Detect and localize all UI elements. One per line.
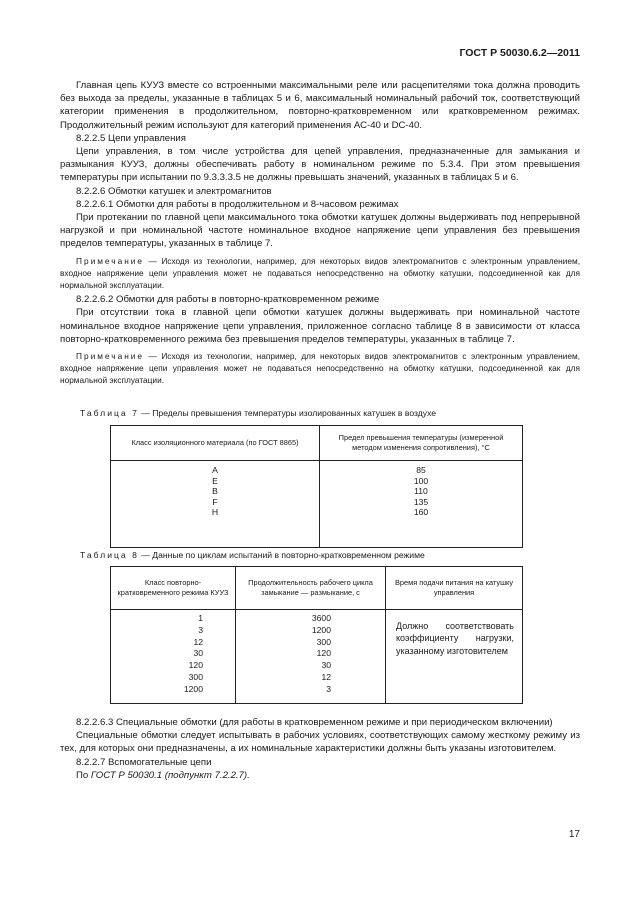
table8-duration-list-value: 1200 [311,624,331,635]
table7-header-row [111,426,523,461]
text-block-bottom [60,716,580,782]
paragraph-control-circuits: Цепи управления, в том числе устройства для цепей управления, предназначенные для замыкания и размыкания КУУЗ, должны обеспечивать работу в номинальном режиме по 5.3.4. При этом превышения температуры при испытании по 9.3.3.3.5 не должны превышать значений, указанных в таблицах 5 и 6. [60,146,580,184]
document-header: ГОСТ Р 50030.6.2—2011 [459,47,580,59]
heading-8-2-2-6-1: 8.2.2.6.1 Обмотки для работы в продолжительном и 8-часовом режимах [76,198,399,210]
table7-class-list-value: F [212,496,218,507]
table8-class-list-value: 3 [198,624,203,635]
note-1 [60,255,580,292]
table7-caption-label: Таблица 7 [80,408,139,418]
note-label: Примечание [76,255,145,266]
table7-limit-list-value: 160 [413,507,429,517]
table8-class-list-value: 120 [188,660,203,671]
table7-class-list-value: H [211,507,219,517]
text-block-top [60,79,580,389]
note-1-text: — Исходя из технологии, например, для некоторых видов электромагнитов с электронным управлением, входное напряжение цепи управления может не подаваться непосредственно на обмотку катушки, подсоединенной как для нормальной эксплуатации. [60,255,580,291]
table7-caption [80,408,436,418]
heading-8-2-2-7: 8.2.2.7 Вспомогательные цепи [76,756,212,768]
heading-8-2-2-6-3: 8.2.2.6.3 Специальные обмотки (для работы в кратковременном режиме и при периодическом включении) [76,717,553,728]
table8-caption-label: Таблица 8 [80,550,139,560]
page-number: 17 [568,829,580,840]
table8-class-list-value: 30 [193,648,203,659]
paragraph-continuous-coils: При протекании по главной цепи максимального тока обмотки катушек должны выдерживать под непрерывной нагрузкой и при номинальной частоте номинальное входное напряжение цепи управления без превышения пределов температуры, указанных в таблице 7. [60,212,580,250]
paragraph-main-circuit: Главная цепь КУУЗ вместе со встроенными максимальными реле или расцепителями тока должна проводить без выхода за пределы, указанные в таблицах 5 и 6, максимальный номинальный рабочий ток, соответствующий категории применения в продолжительном, повторно-кратковременном или кратковременном режимах. Продолжительный режим используют для категорий применения АС-40 и DC-40. [60,80,580,131]
paragraph-special-coils: Специальные обмотки следует испытывать в рабочих условиях, соответствующих самому жесткому режиму из тех, для которых они предназначены, а их номинальные характеристики должны быть указаны изготовителем. [60,730,580,755]
table8-duration-list-value: 300 [316,636,331,647]
table7-class-list-value: B [212,486,218,496]
aux-prefix: По [76,769,91,781]
table8-duration-list-value: 30 [321,660,331,671]
table8-duration-cell [236,610,386,704]
note-label: Примечание [76,351,145,362]
table7-body-row [111,461,523,548]
table8-class-list-value: 12 [193,636,203,647]
table8-class-list-value: 1 [198,613,203,623]
table7-class-list [111,465,319,518]
table8-class-list-value: 1200 [183,683,203,694]
table8-power-time-cell: Должно соответствовать коэффициенту нагрузки, указанному изготовителем [386,610,523,704]
table7-class-list-value: A [212,465,218,475]
table8-duration-list-value: 3 [326,683,331,694]
table7-col-insulation-class: Класс изоляционного материала (по ГОСТ 8865) [111,426,320,461]
table-7 [110,425,523,548]
table7-caption-text: — Пределы превышения температуры изолированных катушек в воздухе [138,408,437,418]
table7-limit-list [320,465,522,518]
paragraph-intermittent-coils: При отсутствии тока в главной цепи обмотки катушек должны выдерживать при номинальной частоте номинальное входное напряжение цепи управления, приложенное согласно таблице 8 в зависимости от класса повторно-кратковременного режима без превышения пределов температуры, указанных в таблице 7. [60,307,580,345]
table8-header-row [111,567,523,610]
table8-class-list [111,613,203,696]
table8-caption [80,550,425,560]
table8-col-power-time: Время подачи питания на катушку управления [386,567,523,610]
table7-limit-list-value: 110 [414,486,428,496]
table8-class-cell [111,610,236,704]
heading-8-2-2-6: 8.2.2.6 Обмотки катушек и электромагнитов [76,185,272,197]
table8-duration-list-value: 12 [321,671,331,682]
table7-class-list-value: E [212,475,218,486]
note-2-text: — Исходя из технологии, например, для некоторых видов электромагнитов с электронным управлением, входное напряжение цепи управления может не подаваться непосредственно на обмотку катушки, подсоединенной как для нормальной эксплуатации. [60,351,580,386]
table8-duration-list-value: 120 [316,648,331,659]
table8-class-list-value: 300 [188,671,203,682]
table7-limit-list-value: 135 [413,496,429,507]
table8-col-class: Класс повторно-кратковременного режима КУУЗ [111,567,236,610]
table7-col-temperature-limit: Предел превышения температуры (измеренной методом изменения сопротивления), °С [320,426,523,461]
heading-8-2-2-5: 8.2.2.5 Цепи управления [76,132,186,144]
note-2 [60,350,580,387]
table-8 [110,566,523,704]
table8-duration-list-value: 3600 [311,613,331,623]
table7-limit-list-value: 85 [416,465,426,475]
heading-8-2-2-6-2: 8.2.2.6.2 Обмотки для работы в повторно-кратковременном режиме [76,294,380,306]
table7-limit-list-value: 100 [413,475,429,486]
table7-limit-cell [320,461,523,548]
table8-col-cycle-duration: Продолжительность рабочего цикла замыкание — размыкание, с [236,567,386,610]
table8-body-row [111,610,523,704]
table7-class-cell [111,461,320,548]
standard-reference: ГОСТ Р 50030.1 (подпункт 7.2.2.7). [90,769,250,781]
paragraph-auxiliary-circuits [60,769,580,782]
table8-duration-list [236,613,331,696]
table8-caption-text: — Данные по циклам испытаний в повторно-кратковременном режиме [138,550,425,560]
